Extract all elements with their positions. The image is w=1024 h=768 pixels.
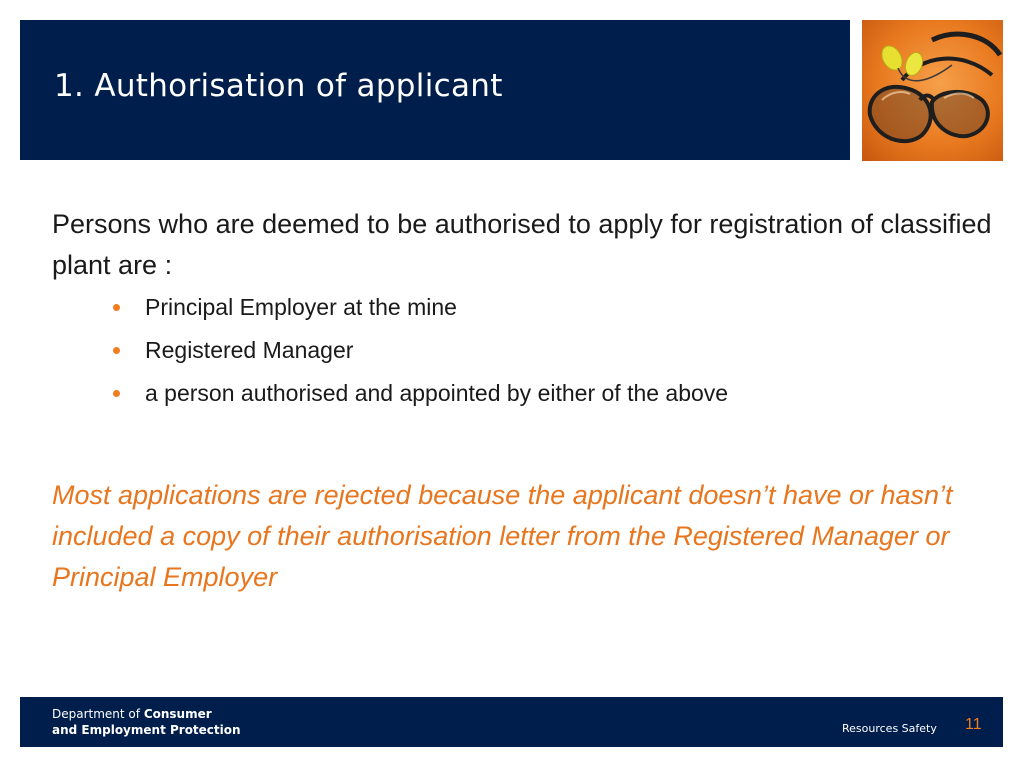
bullet-list: [52, 286, 992, 415]
page-number: 11: [965, 716, 982, 733]
bullet-item: [112, 329, 992, 372]
bullet-item: [112, 286, 992, 329]
intro-paragraph: Persons who are deemed to be authorised to apply for registration of classified plant are :: [52, 209, 992, 280]
footer-bar: [20, 697, 1003, 747]
department-bold: Consumer: [143, 707, 212, 721]
title-banner: [20, 20, 850, 160]
bullet-dot-icon: [113, 390, 120, 397]
bullet-item: [112, 372, 992, 415]
slide-title: 1. Authorisation of applicant: [54, 68, 503, 104]
safety-glasses-earplugs-photo: [862, 20, 1003, 161]
department-name: [52, 706, 241, 738]
rejection-note: Most applications are rejected because the applicant doesn’t have or hasn’t included a copy of their authorisation letter from the Registered Manager or Principal Employer: [52, 480, 953, 592]
bullet-text: Principal Employer at the mine: [145, 294, 457, 320]
bullet-dot-icon: [113, 304, 120, 311]
bullet-text: Registered Manager: [145, 337, 354, 363]
bullet-dot-icon: [113, 347, 120, 354]
department-prefix: Department of: [52, 707, 144, 721]
division-label: Resources Safety: [842, 722, 937, 735]
body-content: [52, 204, 992, 415]
bullet-text: a person authorised and appointed by either of the above: [145, 380, 729, 406]
department-line2: and Employment Protection: [52, 723, 241, 737]
